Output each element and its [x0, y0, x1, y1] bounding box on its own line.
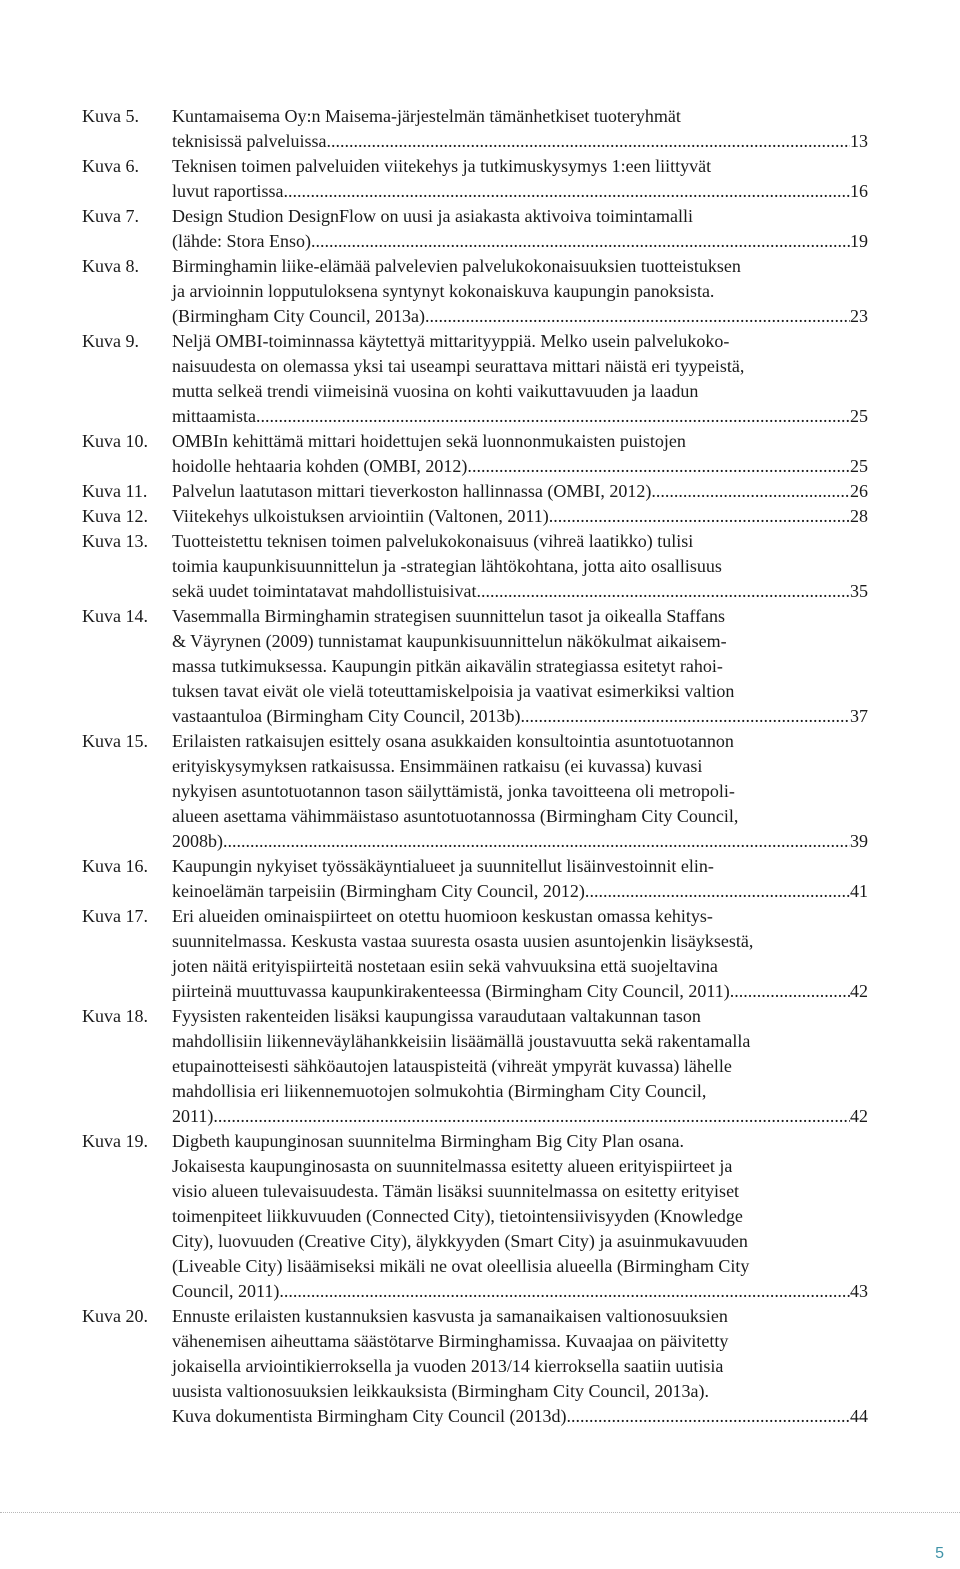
dot-leader: [734, 979, 850, 1004]
caption-line: nykyisen asuntotuotannon tason säilyttämistä, jonka tavoitteena oli metropoli-: [172, 781, 735, 801]
figure-label: Kuva 8.: [82, 256, 139, 276]
page-reference[interactable]: 28: [850, 506, 868, 526]
caption-last-line: [172, 479, 868, 504]
caption-last-line: [172, 1279, 868, 1304]
toc-entry[interactable]: [82, 729, 868, 854]
caption-line: joten näitä erityispiirteitä nostetaan esiin sekä vahvuuksina että suojeltavina: [172, 956, 718, 976]
page-reference[interactable]: 42: [850, 981, 868, 1001]
dot-leader: [425, 304, 850, 329]
toc-entry[interactable]: [82, 1129, 868, 1304]
figure-label: Kuva 9.: [82, 331, 139, 351]
caption-line: Digbeth kaupunginosan suunnitelma Birmingham Big City Plan osana.: [172, 1131, 684, 1151]
toc-entry[interactable]: [82, 329, 868, 429]
caption-last-line: [172, 1104, 868, 1129]
footer-divider: [0, 1512, 960, 1513]
figure-caption: [172, 154, 868, 204]
caption-line: toimenpiteet liikkuvuuden (Connected City), tietointensiivisyyden (Knowledge: [172, 1206, 743, 1226]
caption-line: vähenemisen aiheuttama säästötarve Birminghamissa. Kuvaajaa on päivitetty: [172, 1331, 729, 1351]
caption-line: Tuotteistettu teknisen toimen palvelukokonaisuus (vihreä laatikko) tulisi: [172, 531, 694, 551]
dot-leader: [218, 1104, 850, 1129]
caption-line: mahdollisiin liikenneväylähankkeisiin lisäämällä joustavuutta sekä rakentamalla: [172, 1031, 751, 1051]
caption-line: (Birmingham City Council, 2013a): [172, 306, 425, 326]
caption-line: massa tutkimuksessa. Kaupungin pitkän aikavälin strategiassa esitetyt rahoi-: [172, 656, 723, 676]
caption-line: vastaantuloa (Birmingham City Council, 2013b): [172, 706, 521, 726]
caption-line: City), luovuuden (Creative City), älykkyyden (Smart City) ja asuinmukavuuden: [172, 1231, 748, 1251]
toc-entry[interactable]: [82, 479, 868, 504]
figure-caption: [172, 104, 868, 154]
figure-label: Kuva 12.: [82, 506, 148, 526]
caption-line: (Liveable City) lisäämiseksi mikäli ne ovat oleellisia alueella (Birmingham City: [172, 1256, 750, 1276]
caption-line: visio alueen tulevaisuudesta. Tämän lisäksi suunnitelmassa on esitetty erityiset: [172, 1181, 740, 1201]
page-reference[interactable]: 43: [850, 1281, 868, 1301]
caption-line: Council, 2011).: [172, 1281, 284, 1301]
page-reference[interactable]: 26: [850, 481, 868, 501]
caption-last-line: [172, 879, 868, 904]
figure-caption: [172, 904, 868, 1004]
caption-line: luvut raportissa: [172, 181, 284, 201]
page-reference[interactable]: 37: [850, 706, 868, 726]
caption-line: Birminghamin liike-elämää palvelevien palvelukokonaisuuksien tuotteistuksen: [172, 256, 741, 276]
caption-last-line: [172, 454, 868, 479]
caption-line: hoidolle hehtaaria kohden (OMBI, 2012).: [172, 456, 472, 476]
toc-entry[interactable]: [82, 429, 868, 479]
figure-label: Kuva 13.: [82, 531, 148, 551]
toc-entry[interactable]: [82, 254, 868, 329]
caption-line: suunnitelmassa. Keskusta vastaa suuresta osasta uusien asuntojenkin lisäyksestä,: [172, 931, 754, 951]
caption-line: naisuudesta on olemassa yksi tai useampi seurattava mittari näistä eri tyypeistä,: [172, 356, 745, 376]
page-reference[interactable]: 39: [850, 831, 868, 851]
figure-label: Kuva 7.: [82, 206, 139, 226]
caption-line: mutta selkeä trendi viimeisinä vuosina on kohti vaikuttavuuden ja laadun: [172, 381, 699, 401]
caption-line: uusista valtionosuuksien leikkauksista (Birmingham City Council, 2013a).: [172, 1381, 709, 1401]
page-number: 5: [935, 1545, 944, 1562]
figure-caption: [172, 204, 868, 254]
caption-line: 2008b).: [172, 831, 228, 851]
dot-leader: [228, 829, 851, 854]
figure-label: Kuva 11.: [82, 481, 148, 501]
page-reference[interactable]: 16: [850, 181, 868, 201]
list-of-figures: [82, 104, 868, 1429]
caption-last-line: [172, 979, 868, 1004]
figure-label: Kuva 6.: [82, 156, 139, 176]
figure-label: Kuva 5.: [82, 106, 139, 126]
figure-label: Kuva 10.: [82, 431, 148, 451]
figure-caption: [172, 504, 868, 529]
figure-caption: [172, 854, 868, 904]
caption-last-line: [172, 404, 868, 429]
dot-leader: [311, 229, 850, 254]
caption-last-line: [172, 829, 868, 854]
figure-caption: [172, 604, 868, 729]
page-reference[interactable]: 25: [850, 406, 868, 426]
caption-last-line: [172, 179, 868, 204]
toc-entry[interactable]: [82, 1004, 868, 1129]
caption-line: ja arvioinnin lopputuloksena syntynyt kokonaiskuva kaupungin panoksista.: [172, 281, 715, 301]
caption-last-line: [172, 304, 868, 329]
caption-last-line: [172, 129, 868, 154]
figure-caption: [172, 479, 868, 504]
toc-entry[interactable]: [82, 504, 868, 529]
dot-leader: [260, 404, 850, 429]
figure-label: Kuva 18.: [82, 1006, 148, 1026]
figure-label: Kuva 19.: [82, 1131, 148, 1151]
dot-leader: [549, 504, 850, 529]
toc-entry[interactable]: [82, 1304, 868, 1429]
figure-caption: [172, 254, 868, 329]
caption-line: OMBIn kehittämä mittari hoidettujen sekä luonnonmukaisten puistojen: [172, 431, 686, 451]
caption-line: mittaamista.: [172, 406, 261, 426]
dot-leader: [566, 1404, 850, 1429]
caption-line: teknisissä palveluissa.: [172, 131, 331, 151]
caption-last-line: [172, 504, 868, 529]
caption-last-line: [172, 1404, 868, 1429]
dot-leader: [284, 1279, 850, 1304]
caption-line: piirteinä muuttuvassa kaupunkirakenteessa (Birmingham City Council, 2011).: [172, 981, 735, 1001]
caption-line: erityiskysymyksen ratkaisussa. Ensimmäinen ratkaisu (ei kuvassa) kuvasi: [172, 756, 703, 776]
dot-leader: [589, 879, 850, 904]
caption-line: 2011).: [172, 1106, 218, 1126]
toc-entry[interactable]: [82, 154, 868, 204]
page-reference[interactable]: 25: [850, 456, 868, 476]
dot-leader: [283, 179, 850, 204]
dot-leader: [481, 579, 850, 604]
figure-label: Kuva 14.: [82, 606, 148, 626]
caption-line: Design Studion DesignFlow on uusi ja asiakasta aktivoiva toimintamalli: [172, 206, 693, 226]
figure-caption: [172, 1004, 868, 1129]
caption-line: sekä uudet toimintatavat mahdollistuisivat.: [172, 581, 481, 601]
page-reference[interactable]: 42: [850, 1106, 868, 1126]
caption-line: Ennuste erilaisten kustannuksien kasvusta ja samanaikaisen valtionosuuksien: [172, 1306, 728, 1326]
caption-line: Kuva dokumentista Birmingham City Council (2013d): [172, 1406, 567, 1426]
caption-line: etupainotteisesti sähköautojen latauspisteitä (vihreät ympyrät kuvassa) lähelle: [172, 1056, 732, 1076]
figure-caption: [172, 429, 868, 479]
toc-entry[interactable]: [82, 529, 868, 604]
dot-leader: [331, 129, 850, 154]
caption-last-line: [172, 704, 868, 729]
caption-line: Eri alueiden ominaispiirteet on otettu huomioon keskustan omassa kehitys-: [172, 906, 713, 926]
caption-line: Kuntamaisema Oy:n Maisema-järjestelmän tämänhetkiset tuoteryhmät: [172, 106, 681, 126]
caption-line: Teknisen toimen palveluiden viitekehys ja tutkimuskysymys 1:een liittyvät: [172, 156, 712, 176]
page-reference[interactable]: 13: [850, 131, 868, 151]
toc-entry[interactable]: [82, 854, 868, 904]
caption-line: Vasemmalla Birminghamin strategisen suunnittelun tasot ja oikealla Staffans: [172, 606, 726, 626]
caption-line: keinoelämän tarpeisiin (Birmingham City Council, 2012).: [172, 881, 590, 901]
figure-caption: [172, 1129, 868, 1304]
caption-line: Fyysisten rakenteiden lisäksi kaupungissa varaudutaan valtakunnan tason: [172, 1006, 701, 1026]
figure-caption: [172, 529, 868, 604]
page-reference[interactable]: 41: [850, 881, 868, 901]
page-reference[interactable]: 23: [850, 306, 868, 326]
figure-label: Kuva 16.: [82, 856, 148, 876]
caption-last-line: [172, 229, 868, 254]
caption-line: Palvelun laatutason mittari tieverkoston hallinnassa (OMBI, 2012).: [172, 481, 656, 501]
caption-line: Jokaisesta kaupunginosasta on suunnitelmassa esitetty alueen erityispiirteet ja: [172, 1156, 733, 1176]
caption-line: Viitekehys ulkoistuksen arviointiin (Valtonen, 2011): [172, 506, 549, 526]
figure-label: Kuva 20.: [82, 1306, 148, 1326]
caption-line: mahdollisia eri liikennemuotojen solmukohtia (Birmingham City Council,: [172, 1081, 707, 1101]
caption-line: tuksen tavat eivät ole vielä toteuttamiskelpoisia ja vaativat esimerkiksi valtion: [172, 681, 735, 701]
caption-line: (lähde: Stora Enso): [172, 231, 311, 251]
caption-line: alueen asettama vähimmäistaso asuntotuotannossa (Birmingham City Council,: [172, 806, 739, 826]
caption-last-line: [172, 579, 868, 604]
figure-caption: [172, 1304, 868, 1429]
dot-leader: [472, 454, 850, 479]
toc-entry[interactable]: [82, 104, 868, 154]
toc-entry[interactable]: [82, 604, 868, 729]
caption-line: toimia kaupunkisuunnittelun ja -strategian lähtökohtana, jotta aito osallisuus: [172, 556, 722, 576]
dot-leader: [520, 704, 850, 729]
page-reference[interactable]: 35: [850, 581, 868, 601]
caption-line: Kaupungin nykyiset työssäkäyntialueet ja suunnitellut lisäinvestoinnit elin-: [172, 856, 714, 876]
figure-caption: [172, 329, 868, 429]
figure-label: Kuva 17.: [82, 906, 148, 926]
dot-leader: [656, 479, 850, 504]
toc-entry[interactable]: [82, 904, 868, 1004]
caption-line: & Väyrynen (2009) tunnistamat kaupunkisuunnittelun näkökulmat aikaisem-: [172, 631, 727, 651]
page-reference[interactable]: 19: [850, 231, 868, 251]
caption-line: jokaisella arviointikierroksella ja vuoden 2013/14 kierroksella saatiin uutisia: [172, 1356, 724, 1376]
figure-caption: [172, 729, 868, 854]
caption-line: Erilaisten ratkaisujen esittely osana asukkaiden konsultointia asuntotuotannon: [172, 731, 734, 751]
toc-entry[interactable]: [82, 204, 868, 254]
figure-label: Kuva 15.: [82, 731, 148, 751]
page-reference[interactable]: 44: [850, 1406, 868, 1426]
caption-line: Neljä OMBI-toiminnassa käytettyä mittarityyppiä. Melko usein palvelukoko-: [172, 331, 730, 351]
